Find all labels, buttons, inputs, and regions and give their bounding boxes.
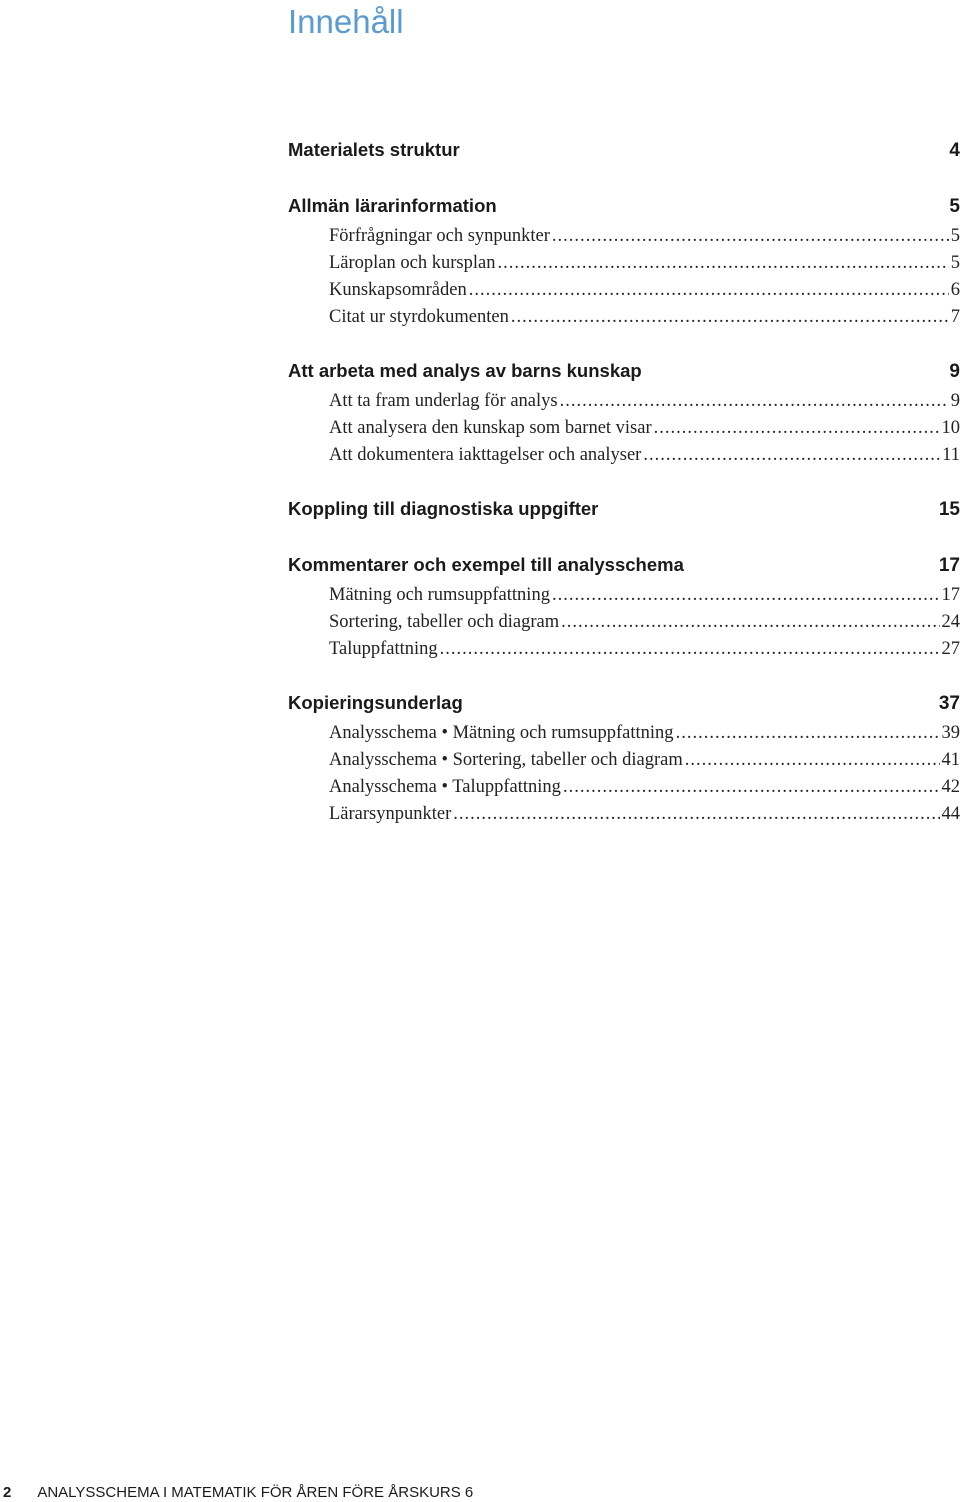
entry-title: Att ta fram underlag för analys [329,388,558,415]
entry-title: Mätning och rumsuppfattning [329,582,550,609]
dot-leader [469,277,949,304]
toc-section [288,687,960,828]
section-heading[interactable] [288,493,960,525]
toc-entry[interactable] [288,442,960,469]
toc-entry[interactable] [288,250,960,277]
toc-section [288,190,960,331]
section-page-number: 5 [949,191,960,223]
toc-entry[interactable] [288,747,960,774]
entry-title: Analysschema • Sortering, tabeller och diagram [329,747,683,774]
dot-leader [643,442,940,469]
section-title: Kopieringsunderlag [288,687,463,719]
page-title: Innehåll [288,2,404,42]
section-page-number: 37 [939,688,960,720]
entry-page-number: 6 [951,277,960,304]
toc-entry[interactable] [288,720,960,747]
toc-section [288,355,960,469]
entry-page-number: 44 [942,801,960,828]
dot-leader [561,609,939,636]
entry-title: Analysschema • Taluppfattning [329,774,561,801]
entry-page-number: 42 [942,774,960,801]
toc-section [288,134,960,166]
dot-leader [552,582,940,609]
toc-entry[interactable] [288,774,960,801]
section-title: Kommentarer och exempel till analysschema [288,549,684,581]
toc-section [288,549,960,663]
dot-leader [497,250,948,277]
section-heading[interactable] [288,134,960,166]
table-of-contents [288,134,960,852]
entry-title: Taluppfattning [329,636,438,663]
entry-title: Analysschema • Mätning och rumsuppfattning [329,720,674,747]
entry-page-number: 27 [942,636,960,663]
entry-title: Kunskapsområden [329,277,467,304]
section-heading[interactable] [288,190,960,222]
dot-leader [676,720,940,747]
toc-entry[interactable] [288,277,960,304]
entry-page-number: 5 [951,223,960,250]
toc-entry[interactable] [288,304,960,331]
entry-page-number: 7 [951,304,960,331]
section-page-number: 17 [939,550,960,582]
toc-entry[interactable] [288,388,960,415]
dot-leader [560,388,949,415]
section-title: Koppling till diagnostiska uppgifter [288,493,598,525]
dot-leader [654,415,940,442]
entry-title: Sortering, tabeller och diagram [329,609,559,636]
section-page-number: 9 [949,356,960,388]
section-page-number: 4 [949,135,960,167]
dot-leader [511,304,949,331]
entry-title: Citat ur styrdokumenten [329,304,509,331]
entry-page-number: 9 [951,388,960,415]
section-page-number: 15 [939,494,960,526]
dot-leader [685,747,940,774]
footer-title: ANALYSSCHEMA I MATEMATIK FÖR ÅREN FÖRE ÅRSKURS 6 [37,1484,473,1501]
entry-title: Att analysera den kunskap som barnet visar [329,415,652,442]
toc-entry[interactable] [288,582,960,609]
section-title: Allmän lärarinformation [288,190,497,222]
entry-title: Förfrågningar och synpunkter [329,223,550,250]
toc-entry[interactable] [288,415,960,442]
entry-title: Lärarsynpunkter [329,801,451,828]
entry-page-number: 11 [942,442,960,469]
toc-entry[interactable] [288,636,960,663]
section-heading[interactable] [288,687,960,719]
entry-page-number: 5 [951,250,960,277]
dot-leader [552,223,949,250]
toc-section [288,493,960,525]
entry-page-number: 39 [942,720,960,747]
entry-page-number: 24 [942,609,960,636]
entry-page-number: 17 [942,582,960,609]
entry-title: Att dokumentera iakttagelser och analyser [329,442,641,469]
page-footer [3,1484,473,1502]
entry-page-number: 10 [942,415,960,442]
toc-entry[interactable] [288,801,960,828]
section-title: Att arbeta med analys av barns kunskap [288,355,642,387]
entry-page-number: 41 [942,747,960,774]
dot-leader [563,774,940,801]
section-heading[interactable] [288,355,960,387]
dot-leader [440,636,940,663]
section-heading[interactable] [288,549,960,581]
section-title: Materialets struktur [288,134,460,166]
dot-leader [453,801,939,828]
toc-entry[interactable] [288,609,960,636]
toc-entry[interactable] [288,223,960,250]
entry-title: Läroplan och kursplan [329,250,495,277]
footer-page-number: 2 [3,1484,11,1501]
